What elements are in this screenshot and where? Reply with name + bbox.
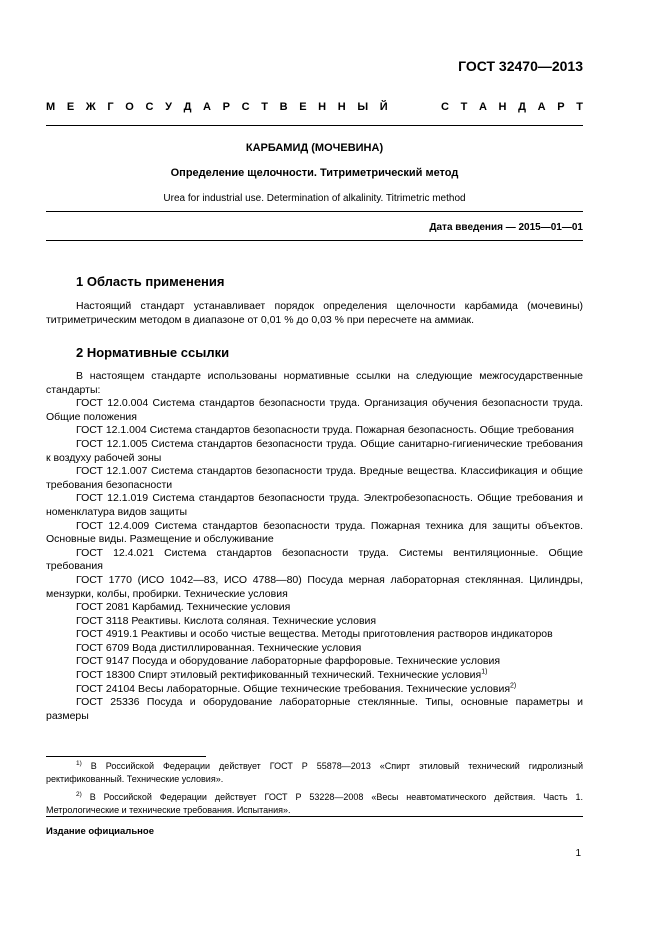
footnote-text: В Российской Федерации действует ГОСТ Р 53228—2008 «Весы неавтоматического действия. Часть 1. Метрологические и технические требования. Испытания». xyxy=(46,792,583,815)
banner-letter: Р xyxy=(557,101,565,113)
reference-item: ГОСТ 6709 Вода дистиллированная. Технические условия xyxy=(76,641,362,654)
document-subtitle: Определение щелочности. Титриметрический метод xyxy=(170,167,459,179)
banner-letter: Н xyxy=(498,101,507,113)
reference-text: ГОСТ 24104 Весы лабораторные. Общие технические требования. Технические условия xyxy=(76,682,511,695)
banner-letter: Н xyxy=(318,101,327,113)
banner-letter: Е xyxy=(299,101,307,113)
header-rule-top xyxy=(46,125,583,126)
banner-letter: А xyxy=(478,101,487,113)
footnote-mark: 1) xyxy=(76,760,82,767)
reference-item: ГОСТ 12.0.004 Система стандартов безопасности труда. Организация обучения безопасности труда. Общие положения xyxy=(46,397,583,423)
footnote-ref[interactable]: 2) xyxy=(510,682,517,690)
section-1-text xyxy=(46,300,583,327)
banner-letter: С xyxy=(440,101,449,113)
section-1-body: Настоящий стандарт устанавливает порядок определения щелочности карбамида (мочевины) титриметрическим методом в диапазоне от 0,01 % до 0,03 % при пересчете на аммиак. xyxy=(46,300,583,326)
banner-letter: У xyxy=(165,101,172,113)
reference-item: ГОСТ 12.4.009 Система стандартов безопасности труда. Пожарная техника для защиты объектов. Основные виды. Размещение и обслуживание xyxy=(46,519,583,546)
banner-letter: Т xyxy=(460,101,468,113)
banner-letter: С xyxy=(145,101,154,113)
date-rule xyxy=(46,240,583,241)
reference-item: ГОСТ 2081 Карбамид. Технические условия xyxy=(76,601,291,614)
banner-letter: А xyxy=(203,101,211,113)
reference-item: ГОСТ 4919.1 Реактивы и особо чистые вещества. Методы приготовления растворов индикаторов xyxy=(76,628,553,641)
reference-item: ГОСТ 12.1.007 Система стандартов безопасности труда. Вредные вещества. Классификация и общие требования безопасности xyxy=(46,465,583,491)
reference-text: ГОСТ 18300 Спирт этиловый ректификованный технический. Технические условия xyxy=(76,669,482,682)
footnote-separator xyxy=(46,756,206,757)
banner-letter: Р xyxy=(222,101,230,113)
banner-letter: Г xyxy=(107,101,114,113)
section-1-heading: 1 Область применения xyxy=(76,274,225,289)
reference-item: ГОСТ 12.1.004 Система стандартов безопасности труда. Пожарная безопасность. Общие требования xyxy=(76,424,574,437)
reference-item xyxy=(46,669,583,683)
banner-letter: Т xyxy=(576,101,583,113)
intro-date: Дата введения — 2015—01—01 xyxy=(429,222,583,233)
footnotes xyxy=(46,760,583,822)
reference-item: ГОСТ 12.1.005 Система стандартов безопасности труда. Общие санитарно-гигиенические требования к воздуху рабочей зоны xyxy=(46,437,583,464)
footnote-2 xyxy=(46,791,583,816)
english-title: Urea for industrial use. Determination of alkalinity. Titrimetric method xyxy=(163,193,466,204)
banner-letter: Т xyxy=(261,101,268,113)
reference-item: ГОСТ 12.4.021 Система стандартов безопасности труда. Системы вентиляционные. Общие требования xyxy=(46,546,583,573)
reference-item xyxy=(46,683,583,697)
section-2-heading: 2 Нормативные ссылки xyxy=(76,345,230,360)
section-2-intro: В настоящем стандарте использованы нормативные ссылки на следующие межгосударственные стандарты: xyxy=(46,370,583,396)
footnote-mark: 2) xyxy=(76,791,82,798)
banner-letter: М xyxy=(46,101,56,113)
reference-item: ГОСТ 3118 Реактивы. Кислота соляная. Технические условия xyxy=(76,614,377,627)
reference-item: ГОСТ 12.1.019 Система стандартов безопасности труда. Электробезопасность. Общие требования и номенклатура видов защиты xyxy=(46,492,583,518)
banner-letter: Е xyxy=(66,101,75,113)
normative-references xyxy=(46,370,583,723)
reference-item: ГОСТ 9147 Посуда и оборудование лабораторные фарфоровые. Технические условия xyxy=(76,655,501,668)
document-title: КАРБАМИД (МОЧЕВИНА) xyxy=(245,142,384,154)
gost-code: ГОСТ 32470—2013 xyxy=(458,58,583,74)
banner-letter: Н xyxy=(337,101,346,113)
reference-item: ГОСТ 1770 (ИСО 1042—83, ИСО 4788—80) Посуда мерная лабораторная стеклянная. Цилиндры, мензурки, колбы, пробирки. Технические условия xyxy=(46,573,583,600)
banner-letter: Д xyxy=(518,101,526,113)
interstate-standard-banner xyxy=(46,101,583,113)
banner-letter: Ж xyxy=(85,101,96,113)
footer-rule xyxy=(46,816,583,817)
banner-letter: А xyxy=(537,101,546,113)
banner-letter: Д xyxy=(183,101,192,113)
banner-letter: Й xyxy=(379,101,388,113)
official-edition-label: Издание официальное xyxy=(46,826,154,837)
footnote-text: В Российской Федерации действует ГОСТ Р 55878—2013 «Спирт этиловый технический гидролизный ректификованный. Технические условия». xyxy=(46,761,583,784)
banner-letter: В xyxy=(279,101,288,113)
footnote-ref[interactable]: 1) xyxy=(481,668,488,676)
banner-letter: О xyxy=(125,101,134,113)
banner-letter: С xyxy=(241,101,250,113)
banner-letter: Ы xyxy=(357,101,369,113)
header-rule-bottom xyxy=(46,211,583,212)
page-number: 1 xyxy=(575,848,581,859)
footnote-1 xyxy=(46,760,583,785)
reference-item: ГОСТ 25336 Посуда и оборудование лабораторные стеклянные. Типы, основные параметры и размеры xyxy=(46,696,583,722)
